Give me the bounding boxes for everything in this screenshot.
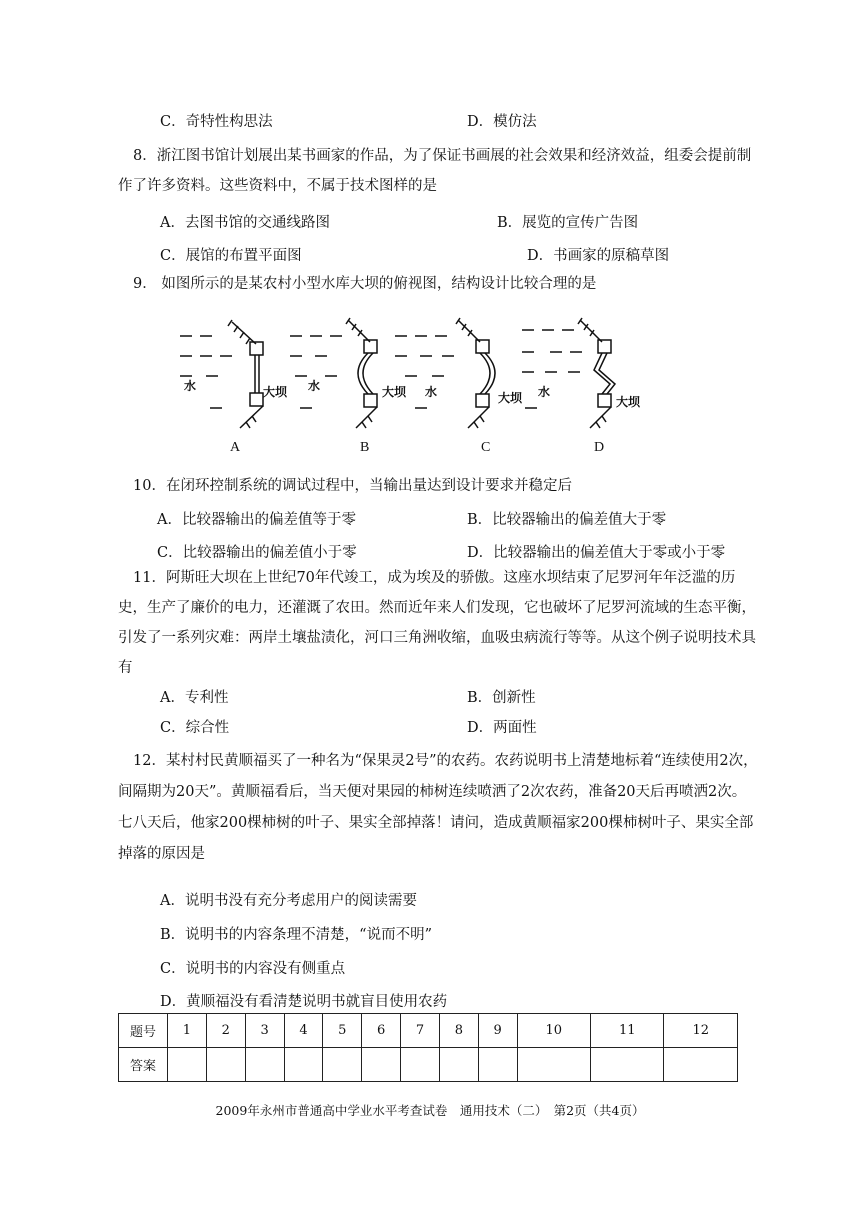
q7-option-c: C．奇特性构思法 bbox=[160, 114, 273, 130]
q11-option-b: B．创新性 bbox=[467, 690, 536, 706]
figure-label-a: A bbox=[230, 440, 241, 455]
q11-option-c: C．综合性 bbox=[160, 720, 230, 736]
question-number-header: 题号 bbox=[119, 1014, 168, 1048]
question-number-cell: 4 bbox=[284, 1014, 323, 1048]
answer-header: 答案 bbox=[119, 1048, 168, 1082]
q10-option-d: D．比较器输出的偏差值大于零或小于零 bbox=[467, 545, 726, 561]
answer-cell[interactable] bbox=[591, 1048, 664, 1082]
answer-cell[interactable] bbox=[323, 1048, 362, 1082]
water-label-b: 水 bbox=[308, 379, 321, 393]
answer-cell[interactable] bbox=[245, 1048, 284, 1082]
question-number-cell: 5 bbox=[323, 1014, 362, 1048]
answer-table-number-row bbox=[119, 1014, 738, 1048]
question-number-cell: 6 bbox=[362, 1014, 401, 1048]
figure-label-b: B bbox=[360, 440, 370, 455]
dam-figure bbox=[170, 310, 690, 440]
q12-option-b: B．说明书的内容条理不清楚，“说而不明” bbox=[160, 927, 432, 943]
page-footer: 2009年永州市普通高中学业水平考查试卷 通用技术（二） 第2页（共4页） bbox=[215, 1103, 645, 1118]
q11-option-d: D．两面性 bbox=[467, 720, 537, 736]
q8-option-a: A．去图书馆的交通线路图 bbox=[160, 215, 330, 231]
question-number-cell: 12 bbox=[664, 1014, 738, 1048]
q9-stem: 9． 如图所示的是某农村小型水库大坝的俯视图，结构设计比较合理的是 bbox=[133, 276, 597, 292]
q10-option-c: C．比较器输出的偏差值小于零 bbox=[157, 545, 357, 561]
dam-option-d-drawing bbox=[522, 318, 615, 428]
water-label-c: 水 bbox=[425, 385, 438, 399]
q10-stem: 10．在闭环控制系统的调试过程中，当输出量达到设计要求并稳定后 bbox=[133, 478, 572, 494]
dam-label-c: 大坝 bbox=[498, 391, 523, 405]
answer-cell[interactable] bbox=[206, 1048, 245, 1082]
answer-cell[interactable] bbox=[362, 1048, 401, 1082]
q8-option-d: D．书画家的原稿草图 bbox=[527, 248, 670, 264]
question-number-cell: 11 bbox=[591, 1014, 664, 1048]
answer-cell[interactable] bbox=[664, 1048, 738, 1082]
water-label-d: 水 bbox=[538, 385, 551, 399]
question-number-cell: 7 bbox=[401, 1014, 440, 1048]
answer-cell[interactable] bbox=[284, 1048, 323, 1082]
answer-table-answer-row bbox=[119, 1048, 738, 1082]
question-number-cell: 8 bbox=[439, 1014, 478, 1048]
question-number-cell: 9 bbox=[478, 1014, 517, 1048]
q12-stem: 12．某村村民黄顺福买了一种名为“保果灵2号”的农药。农药说明书上清楚地标着“连续使用2次，间隔期为20天”。黄顺福看后，当天便对果园的柿树连续喷洒了2次农药，准备20天后再喷洒2次。七八天后，他家200棵柿树的叶子、果实全部掉落！请问，造成黄顺福家200棵柿树叶子、果实全部掉落的原因是 bbox=[118, 753, 758, 862]
dam-label-a: 大坝 bbox=[263, 385, 288, 399]
answer-cell[interactable] bbox=[439, 1048, 478, 1082]
q8-stem: 8．浙江图书馆计划展出某书画家的作品，为了保证书画展的社会效果和经济效益，组委会提前制作了许多资料。这些资料中，不属于技术图样的是 bbox=[118, 148, 752, 194]
dam-option-a-drawing bbox=[180, 320, 263, 428]
q11-stem: 11．阿斯旺大坝在上世纪70年代竣工，成为埃及的骄傲。这座水坝结束了尼罗河年年泛滥的历史，生产了廉价的电力，还灌溉了农田。然而近年来人们发现，它也破坏了尼罗河流域的生态平衡，引发了一系列灾难：两岸土壤盐渍化，河口三角洲收缩，血吸虫病流行等等。从这个例子说明技术具有 bbox=[118, 570, 756, 676]
q8-option-c: C．展馆的布置平面图 bbox=[160, 248, 302, 264]
q7-option-d: D．模仿法 bbox=[467, 114, 537, 130]
q10-option-b: B．比较器输出的偏差值大于零 bbox=[467, 512, 667, 528]
q10-option-a: A．比较器输出的偏差值等于零 bbox=[157, 512, 356, 528]
question-number-cell: 3 bbox=[245, 1014, 284, 1048]
dam-label-d: 大坝 bbox=[616, 395, 641, 409]
figure-label-d: D bbox=[594, 440, 605, 455]
dam-option-b-drawing bbox=[290, 318, 377, 428]
q11-option-a: A．专利性 bbox=[160, 690, 229, 706]
q8-option-b: B．展览的宣传广告图 bbox=[497, 215, 639, 231]
answer-cell[interactable] bbox=[168, 1048, 207, 1082]
dam-label-b: 大坝 bbox=[382, 385, 407, 399]
answer-cell[interactable] bbox=[478, 1048, 517, 1082]
q12-option-d: D．黄顺福没有看清楚说明书就盲目使用农药 bbox=[160, 994, 448, 1010]
question-number-cell: 2 bbox=[206, 1014, 245, 1048]
water-label-a: 水 bbox=[184, 379, 197, 393]
q12-option-c: C．说明书的内容没有侧重点 bbox=[160, 961, 346, 977]
dam-option-c-drawing bbox=[395, 318, 495, 428]
question-number-cell: 10 bbox=[517, 1014, 590, 1048]
answer-cell[interactable] bbox=[517, 1048, 590, 1082]
question-number-cell: 1 bbox=[168, 1014, 207, 1048]
answer-cell[interactable] bbox=[401, 1048, 440, 1082]
figure-label-c: C bbox=[481, 440, 491, 455]
q12-option-a: A．说明书没有充分考虑用户的阅读需要 bbox=[160, 893, 417, 909]
answer-table bbox=[118, 1013, 738, 1082]
